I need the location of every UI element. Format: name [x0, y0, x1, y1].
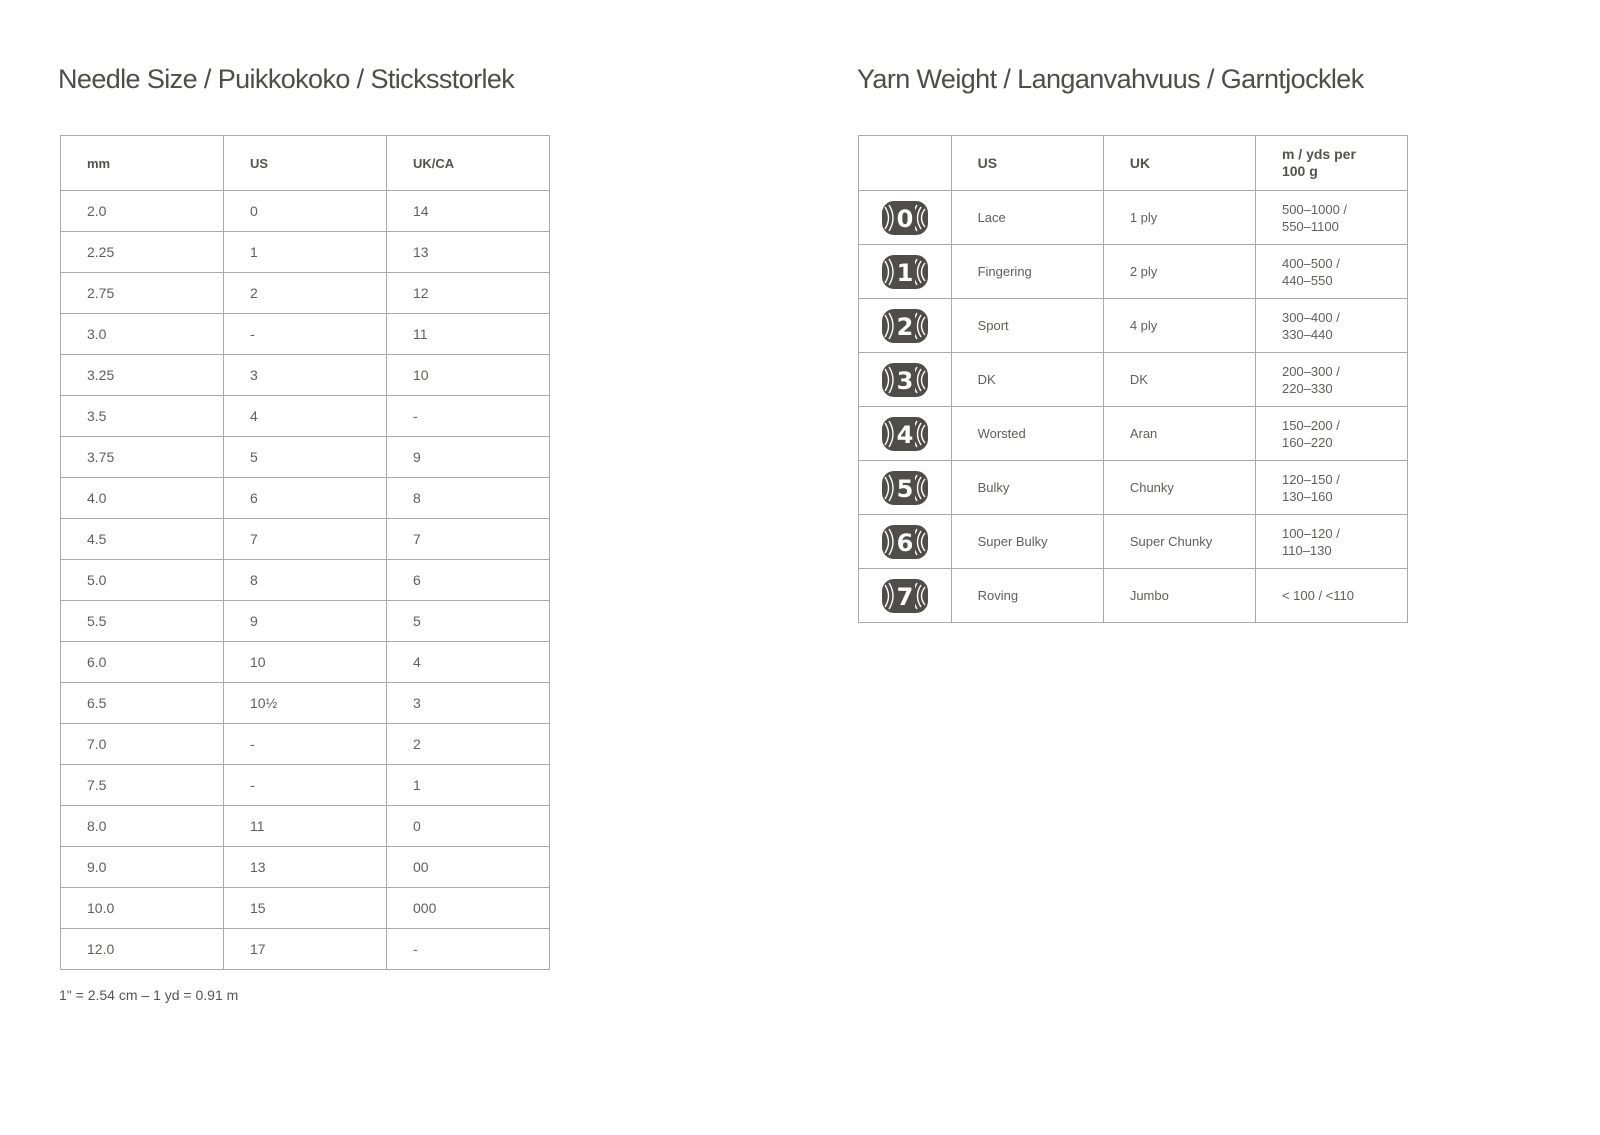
- cell-mm: 3.75: [61, 437, 224, 478]
- yarn-weight-number: 5: [896, 474, 914, 503]
- length-header-line-2: 100 g: [1281, 163, 1318, 179]
- table-row: [61, 191, 550, 232]
- cell-mm: 8.0: [61, 806, 224, 847]
- yarn-weight-symbol-cell: [859, 569, 952, 623]
- cell-us: 10: [224, 642, 387, 683]
- cell-mm: 2.75: [61, 273, 224, 314]
- cell-uk-ca: -: [387, 929, 550, 970]
- cell-us: 9: [224, 601, 387, 642]
- length-line-1: < 100 / <110: [1281, 588, 1355, 603]
- table-row: [61, 478, 550, 519]
- yarn-weight-number: 7: [896, 582, 914, 611]
- yarn-weight-number: 1: [896, 258, 914, 287]
- cell-us: 5: [224, 437, 387, 478]
- yarn-skein-icon: [879, 199, 931, 237]
- cell-uk-ca: 3: [387, 683, 550, 724]
- cell-us: 4: [224, 396, 387, 437]
- yarn-weight-symbol-cell: [859, 353, 952, 407]
- table-row: [859, 461, 1408, 515]
- cell-mm: 3.25: [61, 355, 224, 396]
- cell-length: [1255, 353, 1407, 407]
- table-row: [61, 724, 550, 765]
- yarn-skein-icon: [879, 307, 931, 345]
- table-header-row: [859, 136, 1408, 191]
- yarn-weight-number: 2: [896, 312, 914, 341]
- cell-uk-ca: -: [387, 396, 550, 437]
- cell-length: [1255, 461, 1407, 515]
- cell-length: [1255, 191, 1407, 245]
- length-line-1: 150–200 /: [1281, 417, 1340, 433]
- length-line-1: 100–120 /: [1281, 525, 1340, 541]
- cell-uk-ca: 1: [387, 765, 550, 806]
- cell-mm: 5.5: [61, 601, 224, 642]
- table-header-row: [61, 136, 550, 191]
- cell-us: 2: [224, 273, 387, 314]
- cell-us: -: [224, 724, 387, 765]
- table-row: [61, 929, 550, 970]
- cell-us: -: [224, 314, 387, 355]
- cell-us: Super Bulky: [951, 515, 1103, 569]
- yarn-skein-icon: [879, 253, 931, 291]
- yarn-weight-number: 4: [896, 420, 914, 449]
- cell-mm: 10.0: [61, 888, 224, 929]
- cell-us: Roving: [951, 569, 1103, 623]
- cell-us: 15: [224, 888, 387, 929]
- length-line-2: 440–550: [1281, 272, 1333, 288]
- cell-us: DK: [951, 353, 1103, 407]
- cell-uk: Jumbo: [1103, 569, 1255, 623]
- column-header-uk-ca: UK/CA: [387, 136, 550, 191]
- table-row: [61, 806, 550, 847]
- table-row: [61, 765, 550, 806]
- table-row: [61, 273, 550, 314]
- cell-uk-ca: 0: [387, 806, 550, 847]
- column-header-uk: UK: [1103, 136, 1255, 191]
- cell-uk-ca: 8: [387, 478, 550, 519]
- table-row: [61, 847, 550, 888]
- cell-uk-ca: 2: [387, 724, 550, 765]
- cell-us: 3: [224, 355, 387, 396]
- cell-mm: 7.0: [61, 724, 224, 765]
- cell-length: [1255, 569, 1407, 623]
- cell-us: Lace: [951, 191, 1103, 245]
- table-row: [61, 601, 550, 642]
- yarn-skein-icon: [879, 361, 931, 399]
- cell-mm: 3.0: [61, 314, 224, 355]
- length-line-1: 200–300 /: [1281, 363, 1340, 379]
- table-row: [61, 314, 550, 355]
- length-line-2: 330–440: [1281, 326, 1333, 342]
- yarn-weight-symbol-cell: [859, 299, 952, 353]
- cell-mm: 5.0: [61, 560, 224, 601]
- column-header-us: US: [951, 136, 1103, 191]
- table-row: [61, 560, 550, 601]
- cell-uk-ca: 9: [387, 437, 550, 478]
- yarn-weight-number: 0: [896, 204, 914, 233]
- length-line-1: 120–150 /: [1281, 471, 1340, 487]
- yarn-weight-symbol-cell: [859, 245, 952, 299]
- cell-us: 7: [224, 519, 387, 560]
- cell-mm: 7.5: [61, 765, 224, 806]
- cell-uk-ca: 14: [387, 191, 550, 232]
- cell-mm: 6.5: [61, 683, 224, 724]
- length-line-1: 300–400 /: [1281, 309, 1340, 325]
- yarn-weight-number: 6: [896, 528, 914, 557]
- column-header-length: [1255, 136, 1407, 191]
- cell-length: [1255, 299, 1407, 353]
- cell-uk-ca: 5: [387, 601, 550, 642]
- cell-us: -: [224, 765, 387, 806]
- cell-mm: 2.25: [61, 232, 224, 273]
- column-header-mm: mm: [61, 136, 224, 191]
- length-header-line-1: m / yds per: [1281, 146, 1356, 162]
- table-row: [61, 355, 550, 396]
- cell-us: 1: [224, 232, 387, 273]
- table-row: [859, 407, 1408, 461]
- table-row: [859, 299, 1408, 353]
- cell-us: 13: [224, 847, 387, 888]
- table-row: [61, 683, 550, 724]
- cell-us: Fingering: [951, 245, 1103, 299]
- cell-us: 11: [224, 806, 387, 847]
- table-row: [859, 353, 1408, 407]
- cell-length: [1255, 515, 1407, 569]
- yarn-skein-icon: [879, 469, 931, 507]
- column-header-us: US: [224, 136, 387, 191]
- cell-uk: Chunky: [1103, 461, 1255, 515]
- length-line-2: 110–130: [1281, 542, 1332, 558]
- length-line-2: 130–160: [1281, 488, 1333, 504]
- length-line-1: 500–1000 /: [1281, 201, 1348, 217]
- cell-mm: 3.5: [61, 396, 224, 437]
- cell-uk: DK: [1103, 353, 1255, 407]
- yarn-skein-icon: [879, 577, 931, 615]
- table-row: [859, 515, 1408, 569]
- cell-mm: 9.0: [61, 847, 224, 888]
- length-line-2: 220–330: [1281, 380, 1333, 396]
- yarn-weight-number: 3: [896, 366, 914, 395]
- cell-uk: 1 ply: [1103, 191, 1255, 245]
- table-row: [859, 569, 1408, 623]
- table-row: [61, 396, 550, 437]
- cell-us: 6: [224, 478, 387, 519]
- cell-uk-ca: 6: [387, 560, 550, 601]
- table-row: [61, 519, 550, 560]
- cell-uk: 4 ply: [1103, 299, 1255, 353]
- needle-size-title: Needle Size / Puikkokoko / Sticksstorlek: [58, 64, 515, 94]
- cell-uk-ca: 10: [387, 355, 550, 396]
- cell-us: Sport: [951, 299, 1103, 353]
- cell-us: 0: [224, 191, 387, 232]
- yarn-weight-title: Yarn Weight / Langanvahvuus / Garntjocklek: [857, 64, 1364, 94]
- table-row: [61, 437, 550, 478]
- table-row: [859, 191, 1408, 245]
- cell-mm: 4.5: [61, 519, 224, 560]
- yarn-weight-symbol-cell: [859, 191, 952, 245]
- cell-uk: Aran: [1103, 407, 1255, 461]
- cell-uk-ca: 7: [387, 519, 550, 560]
- cell-uk-ca: 4: [387, 642, 550, 683]
- cell-uk-ca: 12: [387, 273, 550, 314]
- yarn-weight-symbol-cell: [859, 461, 952, 515]
- length-line-2: 160–220: [1281, 434, 1333, 450]
- cell-uk: Super Chunky: [1103, 515, 1255, 569]
- yarn-skein-icon: [879, 415, 931, 453]
- cell-us: Bulky: [951, 461, 1103, 515]
- cell-uk-ca: 00: [387, 847, 550, 888]
- table-row: [61, 642, 550, 683]
- cell-uk-ca: 13: [387, 232, 550, 273]
- column-header-icon: [859, 136, 952, 191]
- yarn-weight-symbol-cell: [859, 515, 952, 569]
- cell-uk: 2 ply: [1103, 245, 1255, 299]
- cell-uk-ca: 11: [387, 314, 550, 355]
- cell-length: [1255, 407, 1407, 461]
- yarn-weight-table: [858, 135, 1408, 623]
- table-row: [61, 232, 550, 273]
- conversion-footnote: 1" = 2.54 cm – 1 yd = 0.91 m: [59, 987, 239, 1003]
- needle-size-table: [60, 135, 550, 970]
- length-line-2: 550–1100: [1281, 218, 1339, 234]
- yarn-weight-symbol-cell: [859, 407, 952, 461]
- cell-uk-ca: 000: [387, 888, 550, 929]
- cell-us: Worsted: [951, 407, 1103, 461]
- cell-length: [1255, 245, 1407, 299]
- cell-mm: 12.0: [61, 929, 224, 970]
- length-line-1: 400–500 /: [1281, 255, 1340, 271]
- cell-us: 17: [224, 929, 387, 970]
- yarn-skein-icon: [879, 523, 931, 561]
- cell-us: 10½: [224, 683, 387, 724]
- table-row: [859, 245, 1408, 299]
- table-row: [61, 888, 550, 929]
- cell-mm: 4.0: [61, 478, 224, 519]
- cell-mm: 6.0: [61, 642, 224, 683]
- cell-us: 8: [224, 560, 387, 601]
- cell-mm: 2.0: [61, 191, 224, 232]
